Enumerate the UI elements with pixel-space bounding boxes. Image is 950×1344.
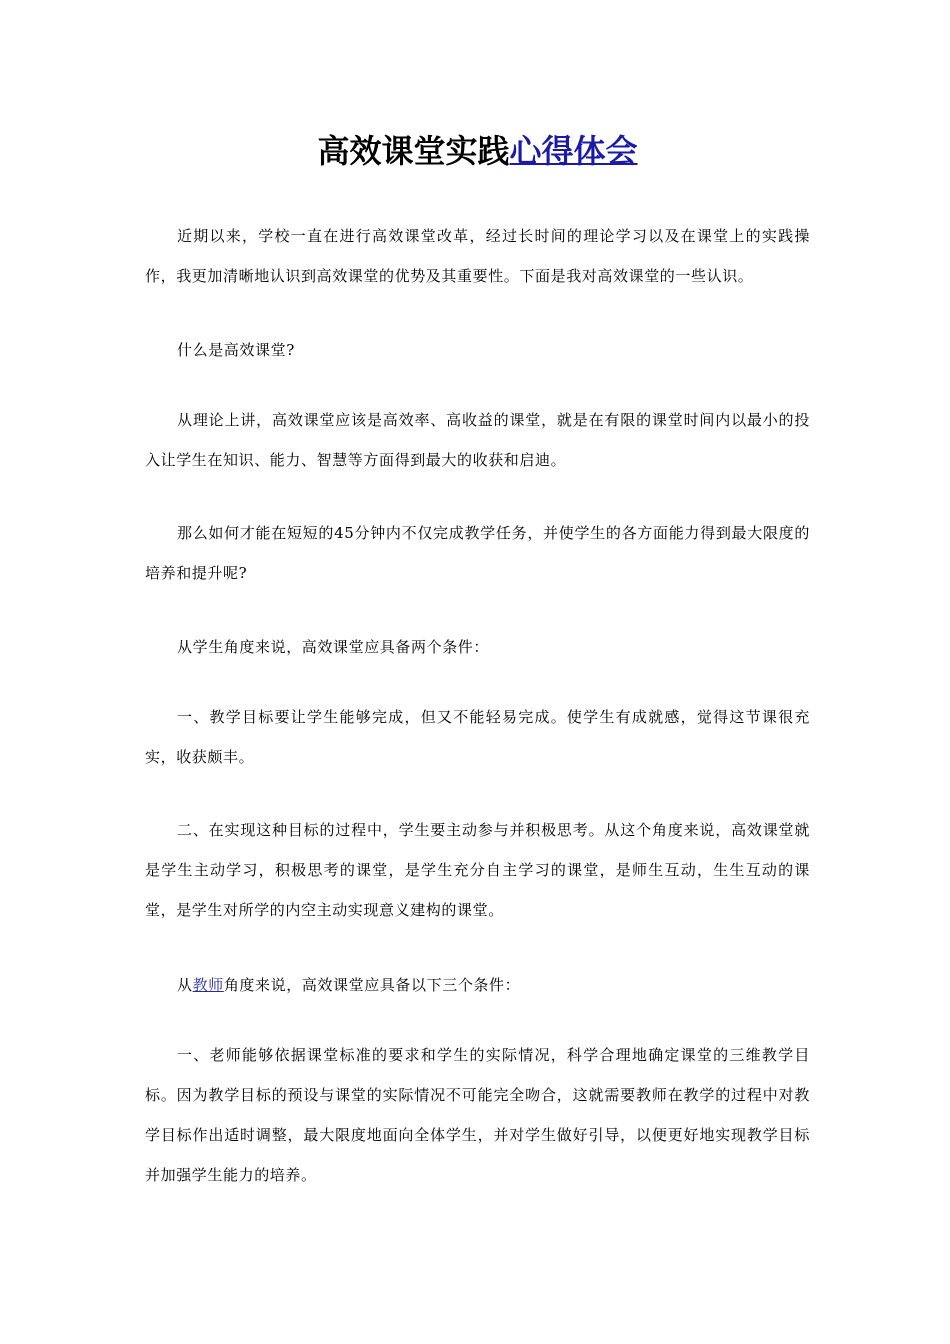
teacher-text-after: 角度来说，高效课堂应具备以下三个条件： <box>223 976 521 994</box>
paragraph-teacher-conditions <box>145 965 810 1005</box>
paragraph-how: 那么如何才能在短短的45分钟内不仅完成教学任务，并使学生的各方面能力得到最大限度的培养和提升呢? <box>145 524 810 582</box>
paragraph-student-condition-2: 二、在实现这种目标的过程中，学生要主动参与并积极思考。从这个角度来说，高效课堂就是学生主动学习，积极思考的课堂，是学生充分自主学习的课堂，是师生互动，生生互动的课堂，是学生对所学的内空主动实现意义建构的课堂。 <box>145 821 810 919</box>
document-title <box>145 126 810 176</box>
teacher-link[interactable]: 教师 <box>192 976 224 994</box>
teacher-text-before: 从 <box>177 976 193 994</box>
paragraph-student-conditions: 从学生角度来说，高效课堂应具备两个条件： <box>177 638 490 656</box>
title-text: 高效课堂实践 <box>317 132 510 170</box>
paragraph-intro: 近期以来，学校一直在进行高效课堂改革，经过长时间的理论学习以及在课堂上的实践操作，我更加清晰地认识到高效课堂的优势及其重要性。下面是我对高效课堂的一些认识。 <box>145 227 810 285</box>
paragraph-teacher-condition-1: 一、老师能够依据课堂标准的要求和学生的实际情况，科学合理地确定课堂的三维教学目标。因为教学目标的预设与课堂的实际情况不可能完全吻合，这就需要教师在教学的过程中对教学目标作出适时调整，最大限度地面向全体学生，并对学生做好引导，以便更好地实现教学目标并加强学生能力的培养。 <box>145 1046 810 1184</box>
title-link[interactable]: 心得体会 <box>509 132 638 170</box>
paragraph-definition: 从理论上讲，高效课堂应该是高效率、高收益的课堂，就是在有限的课堂时间内以最小的投入让学生在知识、能力、智慧等方面得到最大的收获和启迪。 <box>145 411 810 469</box>
paragraph-student-condition-1: 一、教学目标要让学生能够完成，但又不能轻易完成。使学生有成就感，觉得这节课很充实，收获颇丰。 <box>145 708 810 766</box>
paragraph-question: 什么是高效课堂? <box>177 341 295 359</box>
